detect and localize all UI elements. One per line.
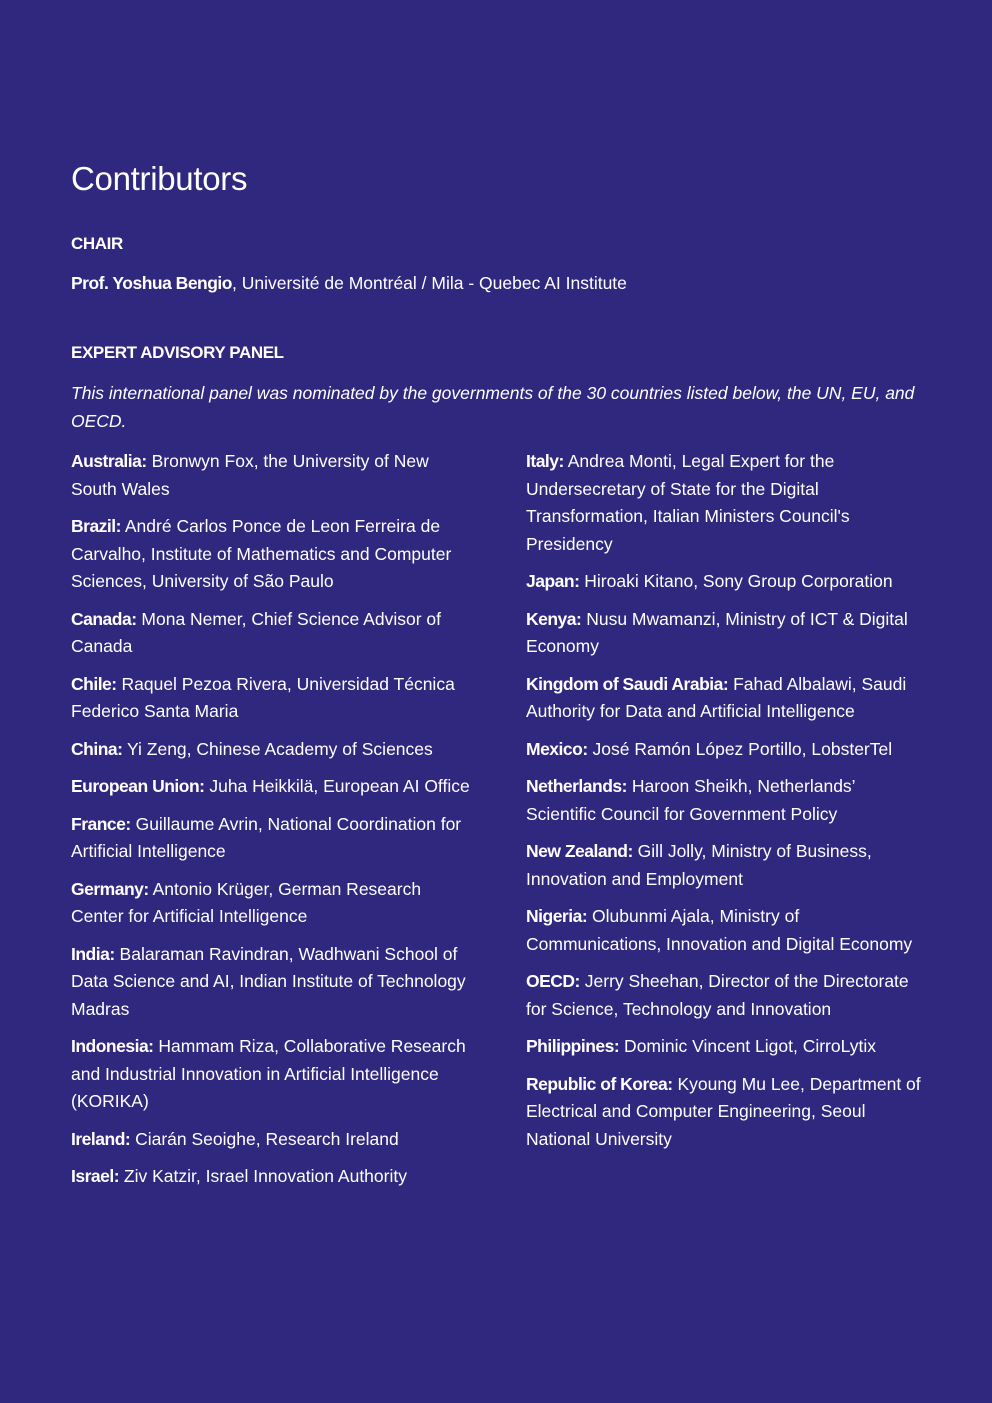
country-label: Italy: [526, 451, 564, 471]
panel-entry [526, 838, 926, 893]
member-text: Jerry Sheehan, Director of the Directorate for Science, Technology and Innovation [526, 971, 909, 1019]
panel-entry [71, 513, 471, 596]
panel-entry [526, 968, 926, 1023]
panel-entry [526, 568, 926, 596]
panel-entry [526, 1033, 926, 1061]
member-text: Nusu Mwamanzi, Ministry of ICT & Digital Economy [526, 608, 908, 656]
member-text: Hammam Riza, Collaborative Research and Industrial Innovation in Artificial Intelligence (KORIKA) [71, 1036, 466, 1111]
country-label: Kingdom of Saudi Arabia: [526, 673, 729, 694]
member-text: André Carlos Ponce de Leon Ferreira de Carvalho, Institute of Mathematics and Computer Sciences, University of São Paulo [71, 516, 452, 591]
panel-entry [526, 773, 926, 828]
panel-entry [71, 606, 471, 661]
panel-entry [71, 811, 471, 866]
member-text: Yi Zeng, Chinese Academy of Sciences [122, 738, 433, 759]
country-label: Australia: [71, 451, 147, 471]
country-label: Brazil: [71, 516, 121, 536]
panel-entry [71, 773, 471, 801]
member-text: Bronwyn Fox, the University of New South Wales [71, 451, 429, 499]
country-label: Germany: [71, 878, 149, 899]
chair-heading: CHAIR [71, 234, 123, 253]
panel-entry [71, 1033, 471, 1116]
panel-entry [526, 606, 926, 661]
panel-entry [71, 941, 471, 1024]
member-text: Juha Heikkilä, European AI Office [204, 776, 470, 796]
panel-entry [71, 876, 471, 931]
country-label: Israel: [71, 1166, 120, 1186]
member-text: Andrea Monti, Legal Expert for the Undersecretary of State for the Digital Transformation, Italian Ministers Council's Presidency [526, 451, 850, 554]
panel-entry [526, 736, 926, 764]
panel-entry [526, 671, 926, 726]
member-text: Dominic Vincent Ligot, CirroLytix [619, 1036, 876, 1056]
member-text: Gill Jolly, Ministry of Business, Innovation and Employment [526, 841, 872, 889]
member-text: Ziv Katzir, Israel Innovation Authority [119, 1166, 407, 1186]
panel-entry [71, 671, 471, 726]
country-label: Canada: [71, 608, 137, 629]
member-text: Olubunmi Ajala, Ministry of Communications, Innovation and Digital Economy [526, 906, 913, 954]
member-text: Guillaume Avrin, National Coordination for Artificial Intelligence [71, 813, 462, 861]
chair-affiliation: Université de Montréal / Mila - Quebec AI Institute [236, 273, 627, 293]
country-label: Indonesia: [71, 1036, 154, 1056]
country-label: OECD: [526, 971, 580, 991]
member-text: Antonio Krüger, German Research Center for Artificial Intelligence [71, 878, 422, 926]
country-label: Nigeria: [526, 906, 588, 926]
panel-right-column [526, 448, 926, 1163]
panel-entry [526, 448, 926, 558]
chair-name: Prof. Yoshua Bengio [71, 273, 232, 293]
country-label: Ireland: [71, 1128, 131, 1149]
country-label: China: [71, 738, 123, 759]
country-label: Netherlands: [526, 776, 627, 796]
country-label: India: [71, 943, 115, 964]
chair-entry [71, 273, 627, 294]
panel-entry [71, 1126, 471, 1154]
country-label: Republic of Korea: [526, 1073, 673, 1094]
panel-entry [526, 1071, 926, 1154]
member-text: Mona Nemer, Chief Science Advisor of Canada [71, 608, 441, 656]
country-label: New Zealand: [526, 841, 633, 861]
member-text: Balaraman Ravindran, Wadhwani School of Data Science and AI, Indian Institute of Technology Madras [71, 943, 466, 1019]
member-text: José Ramón López Portillo, LobsterTel [587, 738, 893, 759]
country-label: Japan: [526, 571, 580, 591]
panel-entry [71, 1163, 471, 1191]
member-text: Haroon Sheikh, Netherlands’ Scientific Council for Government Policy [526, 776, 855, 824]
member-text: Ciarán Seoighe, Research Ireland [130, 1128, 399, 1149]
member-text: Hiroaki Kitano, Sony Group Corporation [579, 571, 893, 591]
member-text: Kyoung Mu Lee, Department of Electrical and Computer Engineering, Seoul National University [526, 1073, 921, 1149]
country-label: Chile: [71, 673, 117, 694]
country-label: European Union: [71, 776, 205, 796]
country-label: Kenya: [526, 608, 582, 629]
panel-intro: This international panel was nominated by the governments of the 30 countries listed below, the UN, EU, and OECD. [71, 383, 915, 431]
member-text: Fahad Albalawi, Saudi Authority for Data and Artificial Intelligence [526, 673, 907, 721]
panel-left-column [71, 448, 471, 1201]
country-label: Philippines: [526, 1036, 620, 1056]
panel-entry [71, 736, 471, 764]
panel-entry [526, 903, 926, 958]
page-title: Contributors [71, 160, 248, 197]
chair-separator: , [231, 273, 237, 293]
panel-heading: EXPERT ADVISORY PANEL [71, 343, 284, 362]
member-text: Raquel Pezoa Rivera, Universidad Técnica Federico Santa Maria [71, 673, 455, 721]
country-label: France: [71, 813, 131, 834]
panel-entry [71, 448, 471, 503]
country-label: Mexico: [526, 738, 588, 759]
